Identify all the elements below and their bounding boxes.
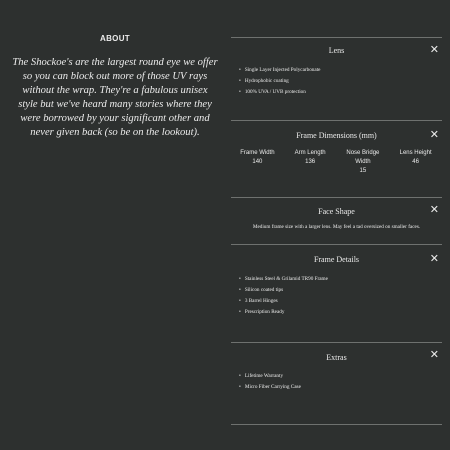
dimension-value: 15 [359, 168, 367, 174]
close-icon[interactable]: ✕ [429, 252, 439, 265]
about-title: ABOUT [100, 34, 130, 43]
dimension-value: 140 [252, 159, 263, 165]
frame-details-list [231, 274, 328, 318]
list-item: • Prescription Ready [239, 307, 328, 318]
about-line: style but we've heard many stories where they [18, 99, 212, 110]
close-icon[interactable]: ✕ [429, 348, 439, 361]
face-shape-text: Medium frame size with a larger lens. May feel a tad oversized on smaller faces. [252, 224, 421, 230]
dimension-lens-height [389, 149, 442, 176]
list-item: • 100% UVA / UVB protection [239, 87, 320, 98]
dimension-arm-length [284, 149, 337, 176]
dimensions-row [231, 149, 442, 176]
section-frame-details [231, 245, 442, 341]
dimension-label: Arm Length [294, 150, 326, 156]
dimension-label: Frame Width [240, 150, 275, 156]
section-extras [231, 343, 442, 423]
section-frame-dimensions [231, 121, 442, 196]
section-title-lens: Lens [328, 46, 345, 55]
dimension-frame-width [231, 149, 284, 176]
dimension-label: Width [355, 159, 371, 165]
close-icon[interactable]: ✕ [429, 203, 439, 216]
about-line: never given back (so be on the lookout). [30, 127, 200, 138]
section-lens [231, 38, 442, 110]
section-face-shape [231, 198, 442, 243]
about-line: without the wrap. They're a fabulous unisex [22, 85, 208, 96]
dimension-label: Nose Bridge [346, 150, 380, 156]
dimension-value: 136 [305, 159, 316, 165]
list-item: • Single Layer Injected Polycarbonate [239, 65, 320, 76]
about-line: were borrowed by your significant other and [20, 113, 210, 124]
list-item: • Silicon coated tips [239, 285, 328, 296]
about-description [8, 56, 222, 140]
dimension-nose-bridge-width [337, 149, 390, 176]
section-title-extras: Extras [326, 353, 347, 362]
about-line: The Shockoe's are the largest round eye we offer [12, 57, 218, 68]
about-line: so you can block out more of those UV rays [22, 71, 208, 82]
dimension-value: 46 [412, 159, 419, 165]
close-icon[interactable]: ✕ [429, 43, 439, 56]
list-item: • Hydrophobic coating [239, 76, 320, 87]
section-title-face-shape: Face Shape [318, 207, 355, 216]
divider [231, 424, 442, 425]
section-title-frame-details: Frame Details [313, 255, 360, 264]
close-icon[interactable]: ✕ [429, 128, 439, 141]
section-title-frame-dimensions: Frame Dimensions (mm) [296, 131, 377, 140]
list-item: • Stainless Steel & Grilamid TR90 Frame [239, 274, 328, 285]
extras-list [231, 371, 301, 393]
lens-list [231, 65, 320, 98]
dimension-label: Lens Height [399, 150, 432, 156]
list-item: • Lifetime Warranty [239, 371, 301, 382]
list-item: • Micro Fiber Carrying Case [239, 382, 301, 393]
list-item: • 3 Barrel Hinges [239, 296, 328, 307]
